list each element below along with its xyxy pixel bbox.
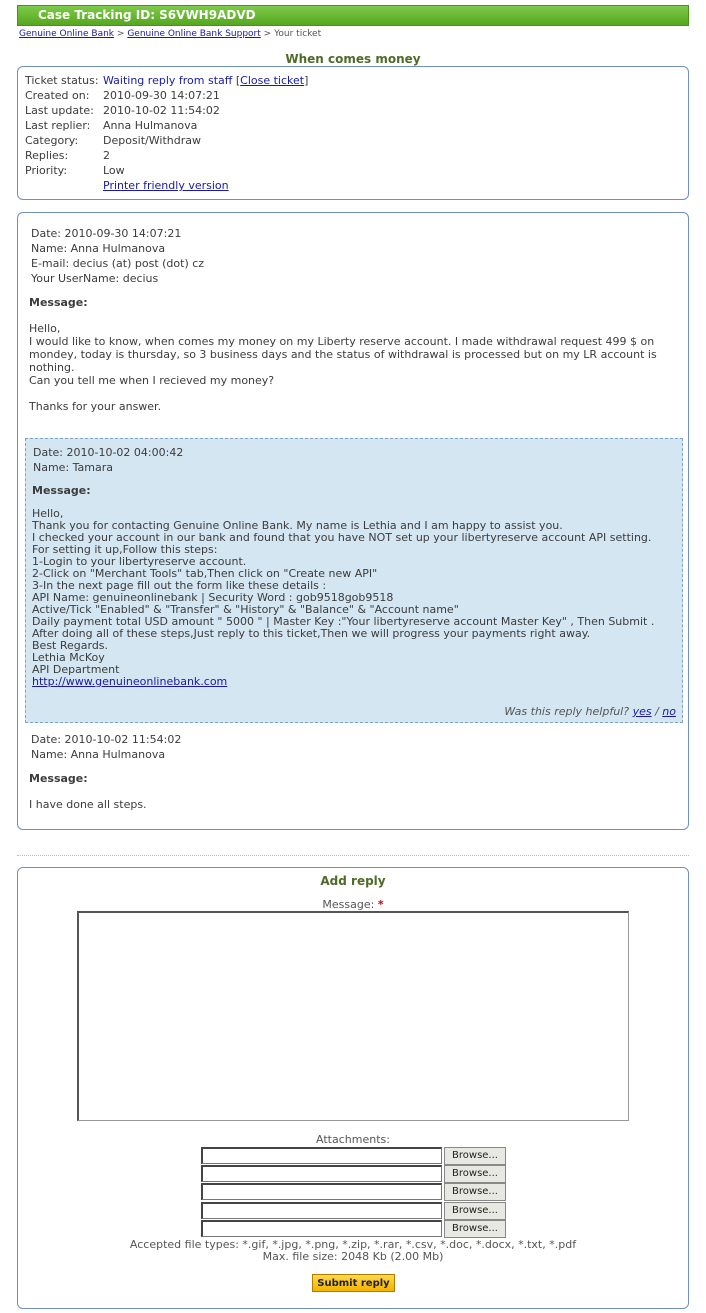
browse-button[interactable]: Browse... bbox=[444, 1165, 506, 1183]
attachment-file-input[interactable] bbox=[201, 1202, 442, 1219]
browse-button[interactable]: Browse... bbox=[444, 1183, 506, 1201]
printer-row bbox=[25, 178, 308, 193]
message-thread bbox=[17, 212, 689, 830]
printer-friendly-link[interactable]: Printer friendly version bbox=[103, 179, 229, 192]
status-cell bbox=[103, 73, 308, 88]
message-field-label: Message: bbox=[322, 898, 375, 911]
message-name: Name: Anna Hulmanova bbox=[31, 242, 166, 255]
browse-button[interactable]: Browse... bbox=[444, 1202, 506, 1220]
helpful-yes-link[interactable]: yes bbox=[632, 705, 652, 718]
helpful-slash: / bbox=[655, 705, 659, 718]
close-ticket-link[interactable]: Close ticket bbox=[240, 74, 305, 87]
followup-name: Name: Anna Hulmanova bbox=[31, 748, 166, 761]
empty-cell bbox=[25, 178, 103, 193]
reply-body bbox=[32, 508, 682, 688]
status-label: Ticket status: bbox=[25, 74, 99, 87]
reply-meta bbox=[32, 445, 682, 475]
reply-name: Name: Tamara bbox=[33, 461, 114, 474]
submit-reply-button[interactable]: Submit reply bbox=[312, 1274, 395, 1292]
followup-body: I have done all steps. bbox=[29, 798, 147, 811]
category-label: Category: bbox=[25, 134, 79, 147]
reply-date: Date: 2010-10-02 04:00:42 bbox=[33, 446, 184, 459]
updated-label: Last update: bbox=[25, 104, 94, 117]
ticket-info-table bbox=[25, 73, 308, 193]
browse-button[interactable]: Browse... bbox=[444, 1147, 506, 1165]
breadcrumb-separator: > bbox=[116, 29, 125, 39]
created-row bbox=[25, 88, 308, 103]
case-tracking-header: Case Tracking ID: S6VWH9ADVD bbox=[17, 5, 689, 26]
required-mark: * bbox=[377, 898, 384, 911]
attachment-file-input[interactable] bbox=[201, 1220, 442, 1237]
ticket-subject: When comes money bbox=[285, 52, 421, 66]
breadcrumb-current: Your ticket bbox=[274, 29, 322, 39]
helpful-question: Was this reply helpful? bbox=[504, 705, 630, 718]
updated-value: 2010-10-02 11:54:02 bbox=[103, 104, 220, 117]
replier-value: Anna Hulmanova bbox=[103, 119, 198, 132]
updated-row bbox=[25, 103, 308, 118]
divider bbox=[17, 855, 689, 856]
staff-reply-content bbox=[26, 439, 682, 688]
category-row bbox=[25, 133, 308, 148]
attachment-file-input[interactable] bbox=[201, 1165, 442, 1182]
followup-label: Message: bbox=[29, 772, 88, 785]
ticket-info-box bbox=[17, 66, 689, 200]
breadcrumb bbox=[19, 29, 321, 39]
replies-value: 2 bbox=[103, 149, 110, 162]
priority-value: Low bbox=[103, 164, 125, 177]
message-username: Your UserName: decius bbox=[31, 272, 159, 285]
helpful-no-link[interactable]: no bbox=[662, 705, 676, 718]
file-info bbox=[18, 1239, 688, 1263]
printer-cell bbox=[103, 178, 308, 193]
accepted-file-types: Accepted file types: *.gif, *.jpg, *.png, *.zip, *.rar, *.csv, *.doc, *.docx, *.txt, *.pdf bbox=[129, 1238, 577, 1251]
replies-label: Replies: bbox=[25, 149, 69, 162]
category-value: Deposit/Withdraw bbox=[103, 134, 201, 147]
customer-message bbox=[29, 226, 677, 413]
message-label: Message: bbox=[29, 296, 88, 309]
reply-helpful bbox=[504, 706, 676, 718]
followup-date: Date: 2010-10-02 11:54:02 bbox=[31, 733, 182, 746]
add-reply-title: Add reply bbox=[320, 874, 386, 888]
reply-message-textarea[interactable] bbox=[77, 911, 629, 1121]
status-row bbox=[25, 73, 308, 88]
breadcrumb-link-support[interactable]: Genuine Online Bank Support bbox=[127, 29, 261, 39]
staff-reply bbox=[25, 438, 683, 723]
attachment-file-input[interactable] bbox=[201, 1147, 442, 1164]
replier-row bbox=[25, 118, 308, 133]
created-label: Created on: bbox=[25, 89, 90, 102]
bracket-open: [ bbox=[235, 74, 241, 87]
browse-button[interactable]: Browse... bbox=[444, 1220, 506, 1238]
created-value: 2010-09-30 14:07:21 bbox=[103, 89, 220, 102]
replies-row bbox=[25, 148, 308, 163]
replier-label: Last replier: bbox=[25, 119, 91, 132]
message-meta bbox=[29, 226, 677, 286]
message-body: Hello, I would like to know, when comes my money on my Liberty reserve account. I made withdrawal request 499 $ on mondey, today is thursday, so 3 business days and the status of withdrawal is processed but on my LR account is nothing. Can you tell me when I recieved my money? Thanks for your answer. bbox=[29, 322, 657, 413]
priority-row bbox=[25, 163, 308, 178]
bank-website-link[interactable]: http://www.genuineonlinebank.com bbox=[32, 675, 228, 688]
status-value: Waiting reply from staff bbox=[103, 74, 233, 87]
breadcrumb-link-bank[interactable]: Genuine Online Bank bbox=[19, 29, 115, 39]
bracket-close: ] bbox=[304, 74, 309, 87]
message-date: Date: 2010-09-30 14:07:21 bbox=[31, 227, 182, 240]
reply-label: Message: bbox=[32, 484, 91, 497]
attachments-label: Attachments: bbox=[316, 1133, 390, 1146]
attachment-file-input[interactable] bbox=[201, 1183, 442, 1200]
message-email: E-mail: decius (at) post (dot) cz bbox=[31, 257, 205, 270]
reply-text: Hello, Thank you for contacting Genuine Online Bank. My name is Lethia and I am happy to assist you. I checked your account in our bank and found that you have NOT set up your libertyreserve account API setting. For setting it up,Follow this steps: 1-Login to your libertyreserve account. 2-Click on "Merchant Tools" tab,Then click on "Create new API" 3-In the next page fill out the form like these details : API Name: genuineonlinebank | Security Word : gob9518gob9518 Active/Tick "Enabled" & "Transfer" & "History" & "Balance" & "Account name" Daily payment total USD amount " 5000 " | Master Key :"Your libertyreserve account Master Key" , Then Submit . After doing all of these steps,Just reply to this ticket,Then we will progress your payments right away. Best Regards. Lethia McKoy API Department bbox=[32, 507, 655, 676]
priority-label: Priority: bbox=[25, 164, 68, 177]
followup-meta bbox=[29, 732, 677, 762]
reply-message-label bbox=[18, 898, 688, 911]
breadcrumb-separator: > bbox=[263, 29, 272, 39]
customer-followup bbox=[29, 732, 677, 811]
add-reply-box bbox=[17, 867, 689, 1309]
max-file-size: Max. file size: 2048 Kb (2.00 Mb) bbox=[262, 1250, 444, 1263]
